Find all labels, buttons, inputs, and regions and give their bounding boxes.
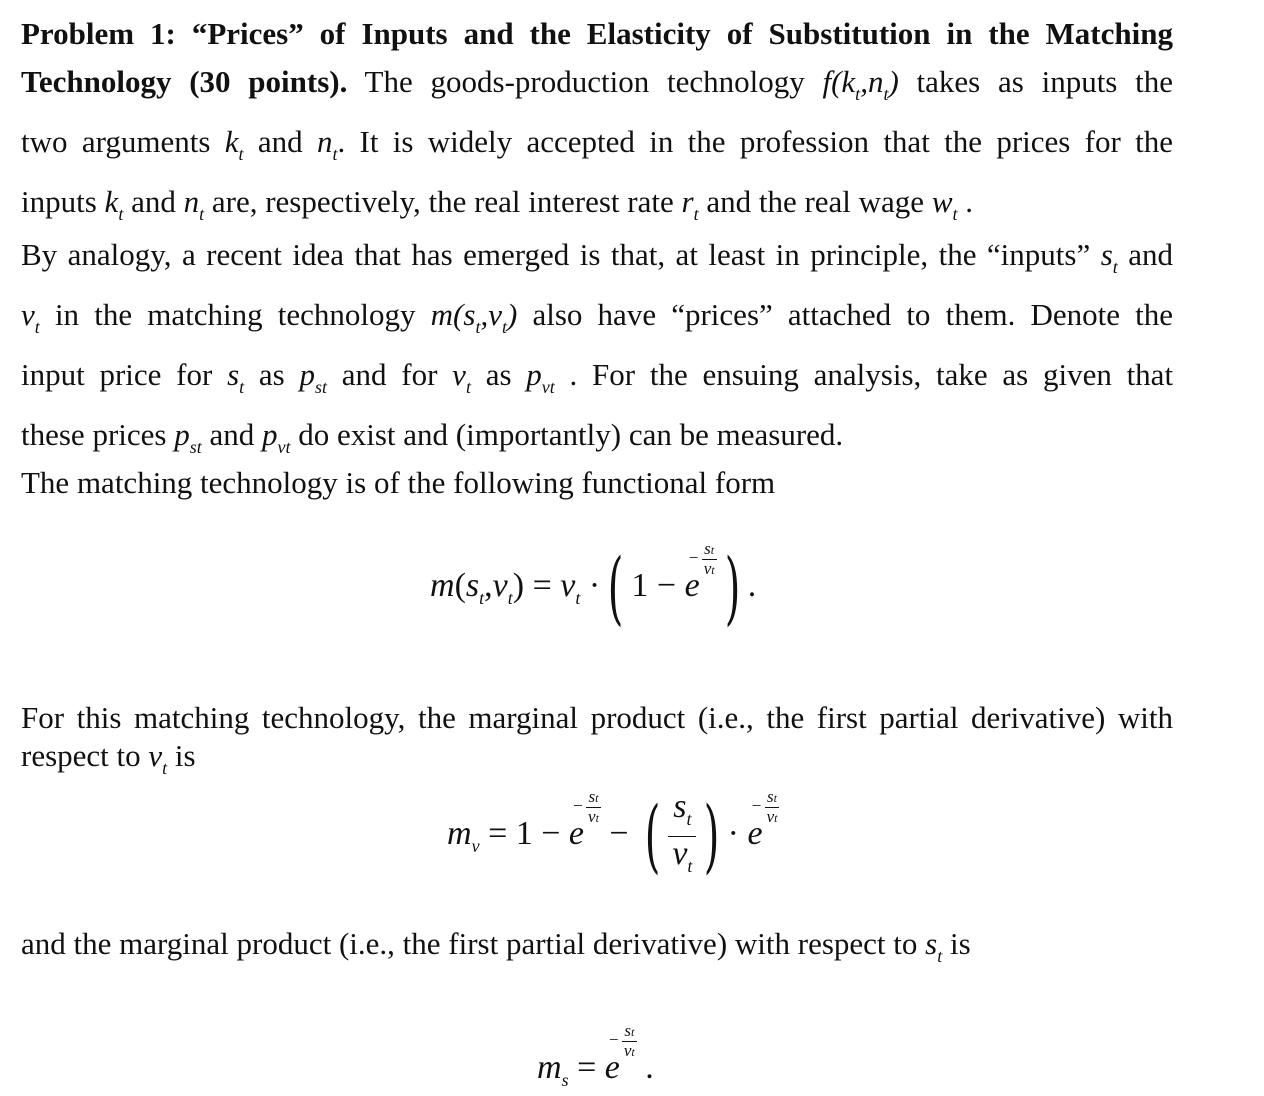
paragraph1-line-3: two arguments $k_t$ and $n_t$. It is widely accepted in the profession that the prices for the	[21, 124, 1174, 164]
ratio-fraction: $\frac{s_t}{v_t}$	[668, 790, 696, 883]
marginal-product-s-intro	[21, 920, 1173, 980]
paragraph2-line-2: $v_t$ in the matching technology $m(s_t,v_t)$ also have “prices” attached to them. Denote the	[21, 297, 1174, 337]
problem-statement-paragraph	[21, 10, 1173, 238]
production-function-symbol: $f(k_t,n_t)$	[822, 64, 899, 104]
paragraph1-line-4: inputs $k_t$ and $n_t$ are, respectively, the real interest rate $r_t$ and the real wage $w_t$ .	[21, 184, 974, 224]
exponent-fraction: − st vt	[607, 1021, 635, 1060]
prices-analogy-paragraph	[21, 231, 1173, 471]
paragraph2-line-1: By analogy, a recent idea that has emerged is that, at least in principle, the “inputs” $s_t$ and	[21, 237, 1173, 277]
problem-heading-points: Technology (30 points).	[21, 64, 348, 99]
problem-heading-line-2	[21, 58, 1173, 118]
exponent-fraction: − st vt	[687, 539, 715, 578]
paragraph4-line-2: respect to $v_t$ is	[21, 738, 196, 778]
functional-form-intro	[21, 459, 1173, 507]
problem-heading-line-1: Problem 1: “Prices” of Inputs and the Elasticity of Substitution in the Matching	[21, 16, 1173, 51]
paragraph2-line-4: these prices $p_{st}$ and $p_{vt}$ do exist and (importantly) can be measured.	[21, 417, 844, 457]
marginal-product-v-equation: $m_v = 1 - e$ − st vt − ( $\frac{s_t}{v_t}$ ) · e − st vt	[447, 787, 778, 883]
paragraph2-line-3: input price for $s_t$ as $p_{st}$ and for $v_t$ as $p_{vt}$ . For the ensuing analysis, take as given that	[21, 357, 1174, 397]
matching-function-equation: $m(s_t,v_t) = v_t$ ·( 1 − e − st vt ) .	[430, 539, 757, 635]
text-span: The matching technology is of the following functional form	[21, 465, 776, 500]
marginal-product-v-intro	[21, 694, 1173, 792]
right-paren: )	[724, 541, 740, 635]
marginal-product-s-equation: $m_s = e$ − st vt .	[537, 1021, 654, 1090]
exponent-fraction: − st vt	[750, 787, 778, 826]
text-span: takes as inputs the	[916, 64, 1174, 99]
exponent-fraction: − st vt	[572, 787, 599, 826]
text-span: The goods-production technology	[364, 64, 805, 99]
left-paren: (	[607, 541, 624, 635]
paragraph5-line: and the marginal product (i.e., the first partial derivative) with respect to $s_t$ is	[21, 926, 971, 966]
text-span: For this matching technology, the marginal product (i.e., the first partial derivative) with	[21, 700, 1173, 735]
